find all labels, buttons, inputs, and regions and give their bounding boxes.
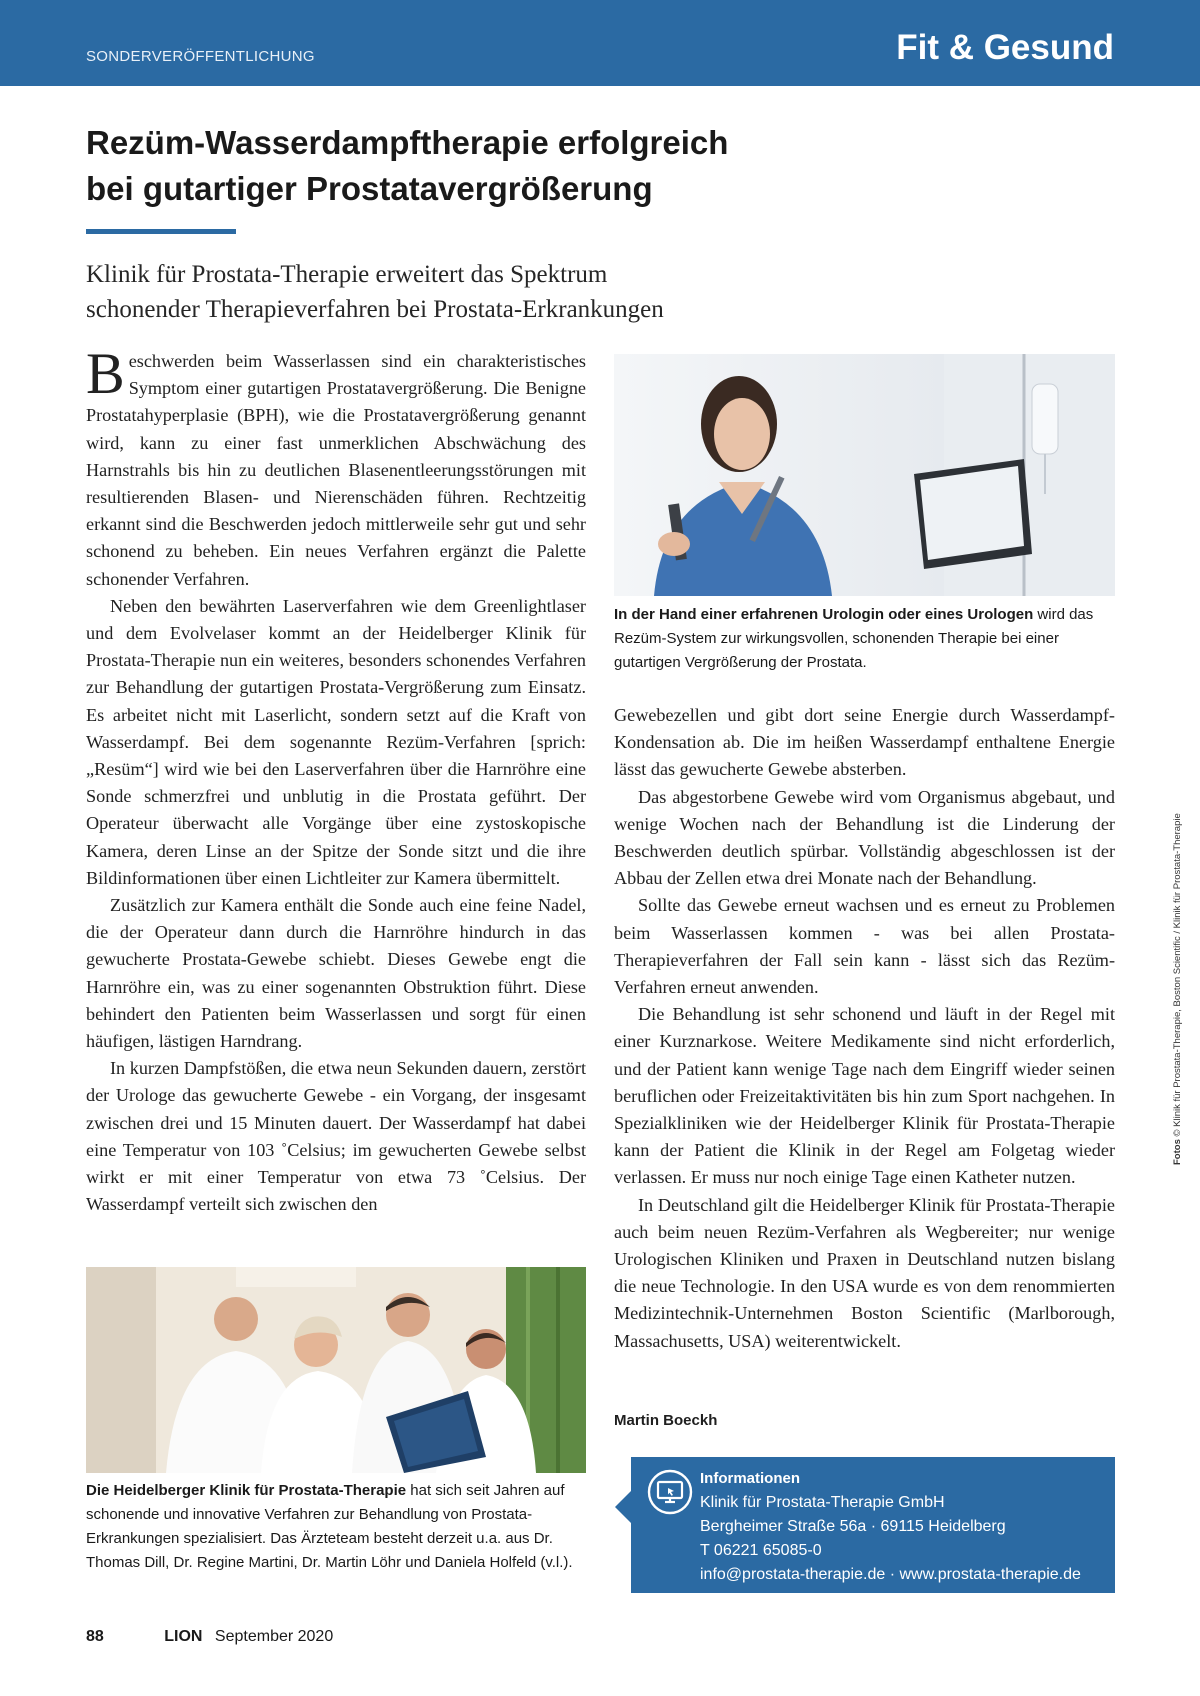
caption-top-bold: In der Hand einer erfahrenen Urologin oder eines Urologen <box>614 606 1034 623</box>
paragraph: Gewebezellen und gibt dort seine Energie durch Wasserdampf-Kondensation ab. Die im heißen Wasserdampf enthaltene Energie lässt das gewucherte Gewebe absterben. <box>614 705 1115 780</box>
info-address: Bergheimer Straße 56a · 69115 Heidelberg <box>700 1518 1006 1535</box>
paragraph: Neben den bewährten Laserverfahren wie dem Greenlightlaser und dem Evolvelaser kommt an der Heidelberger Klinik für Prostata-Therapie nun ein weiteres, besonders schonendes Verfahren zur Behandlung der gutartigen Prostata-Vergrößerung zum Einsatz. Es arbeitet nicht mit Laserlicht, sondern setzt auf die Kraft von Wasserdampf. Bei dem sogenannte Rezüm-Verfahren [sprich: „Resüm“] wird wie bei den Laserverfahren über die Harnröhre eine Sonde schmerzfrei und unblutig in die Prostata geführt. Der Operateur überwacht alle Vorgänge über eine zystoskopische Kamera, deren Linse an der Spitze der Sonde sitzt und die ihre Bildinformationen über einen Lichtleiter zur Kamera übermittelt. <box>86 595 586 888</box>
paragraph: Das abgestorbene Gewebe wird vom Organismus abgebaut, und wenige Wochen nach der Behandlung ist die Linderung der Beschwerden deutlich spürbar. Vollständig abgeschlossen ist der Abbau der Zellen etwa drei Monate nach der Behandlung. <box>614 786 1115 889</box>
caption-top <box>614 603 1115 675</box>
body-column-left <box>86 341 586 1219</box>
photo-credit-text: © Klinik für Prostata-Therapie, Boston Scientific / Klinik für Prostata-Therapie <box>1172 813 1183 1140</box>
paragraph: In kurzen Dampfstößen, die etwa neun Sekunden dauern, zerstört der Urologe das gewucherte Gewebe - ein Vorgang, der insgesamt zwischen drei und 15 Minuten dauert. Der Wasserdampf hat dabei eine Temperatur von 103 ˚Celsius; im gewucherten Gewebe selbst wirkt er mit einer Temperatur von etwa 73 ˚Celsius. Der Wasserdampf verteilt sich zwischen den <box>86 1058 586 1215</box>
issue-date: September 2020 <box>214 1628 334 1645</box>
page-number: 88 <box>86 1628 104 1645</box>
caption-bottom-bold: Die Heidelberger Klinik für Prostata-Therapie <box>86 1482 407 1499</box>
caption-top-text: wird das Rezüm-System zur wirkungsvollen, schonenden Therapie bei einer gutartigen Vergrößerung der Prostata. <box>614 606 1094 671</box>
paragraph: In Deutschland gilt die Heidelberger Klinik für Prostata-Therapie auch beim neuen Rezüm-Verfahren als Wegbereiter; nur wenige Urologischen Kliniken und Praxen in Deutschland nutzen bislang die neue Technologie. In den USA wurde es von dem renommierten Medizintechnik-Unternehmen Boston Scientific (Marlborough, Massachusetts, USA) weiterentwickelt. <box>614 1194 1115 1351</box>
info-box <box>631 1457 1115 1593</box>
subtitle-line-2: schonender Therapieverfahren bei Prostata-Erkrankungen <box>86 296 664 323</box>
magazine-name: LION <box>164 1628 203 1645</box>
paragraph: Zusätzlich zur Kamera enthält die Sonde auch eine feine Nadel, die der Operateur dann durch die Harnröhre hindurch in das gewucherte Prostata-Gewebe schiebt. Dieses Gewebe engt die Harnröhre ein, was zu einer sogenannten Obstruktion führt. Diese behindert den Patienten beim Wasserlassen und sorgt für einen häufigen, lästigen Harndrang. <box>86 895 586 1052</box>
article-title-line-1: Rezüm-Wasserdampftherapie erfolgreich <box>86 124 729 161</box>
paragraph: Sollte das Gewebe erneut wachsen und es erneut zu Problemen beim Wasserlassen kommen - was bei allen Prostata-Therapieverfahren der Fall sein kann - lässt sich das Rezüm-Verfahren erneut anwenden. <box>614 895 1115 998</box>
header-bar <box>0 0 1200 86</box>
article-subtitle <box>86 257 786 327</box>
caption-bottom-text: hat sich seit Jahren auf schonende und innovative Verfahren zur Behandlung von Prostata-Erkrankungen spezialisiert. Das Ärzteteam besteht derzeit u.a. aus Dr. Thomas Dill, Dr. Regine Martini, Dr. Martin Löhr und Daniela Holfeld (v.l.). <box>86 1482 573 1571</box>
info-phone: T 06221 65085-0 <box>700 1542 822 1559</box>
info-company: Klinik für Prostata-Therapie GmbH <box>700 1494 945 1511</box>
caption-bottom <box>86 1479 591 1575</box>
brand-title: Fit & Gesund <box>896 28 1114 67</box>
section-label: SONDERVERÖFFENTLICHUNG <box>86 48 315 65</box>
computer-screen-icon <box>647 1469 693 1515</box>
info-contact[interactable]: info@prostata-therapie.de · www.prostata-therapie.de <box>700 1566 1081 1583</box>
info-heading: Informationen <box>700 1470 800 1487</box>
paragraph: Die Behandlung ist sehr schonend und läuft in der Regel mit einer Kurznarkose. Weitere Medikamente sind nicht erforderlich, und der Patient kann wenige Tage nach dem Eingriff wieder seinen beruflichen oder Freizeitaktivitäten bis hin zum Sport nachgehen. In Spezialkliniken wie der Heidelberger Klinik für Prostata-Therapie kann der Patient die Klinik in der Regel am Folgetag wieder verlassen. Er muss nur noch einige Tage einen Katheter nutzen. <box>614 1004 1115 1188</box>
photo-urologist <box>614 354 1115 596</box>
subtitle-line-1: Klinik für Prostata-Therapie erweitert das Spektrum <box>86 261 608 288</box>
body-column-right <box>614 702 1115 1355</box>
paragraph: Beschwerden beim Wasserlassen sind ein charakteristisches Symptom einer gutartigen Prostatavergrößerung. Die Benigne Prostatahyperplasie (BPH), wie die Prostatavergrößerung genannt wird, kann zu einer fast unmerklichen Abschwächung des Harnstrahls bis hin zu deutlichen Blasenentleerungsstörungen mit resultierenden Blasen- und Nierenschäden führen. Rechtzeitig erkannt sind die Beschwerden jedoch mittlerweile sehr gut und sehr schonend zu beheben. Ein neues Verfahren ergänzt die Palette schonender Verfahren. <box>86 341 586 589</box>
author-name: Martin Boeckh <box>614 1412 718 1429</box>
photo-credit-label: Fotos <box>1172 1139 1183 1165</box>
article-title-line-2: bei gutartiger Prostatavergrößerung <box>86 170 653 207</box>
page-footer <box>86 1628 333 1646</box>
photo-credit <box>1172 813 1183 1165</box>
title-underline <box>86 229 236 234</box>
article-title <box>86 120 906 212</box>
photo-team <box>86 1267 586 1473</box>
